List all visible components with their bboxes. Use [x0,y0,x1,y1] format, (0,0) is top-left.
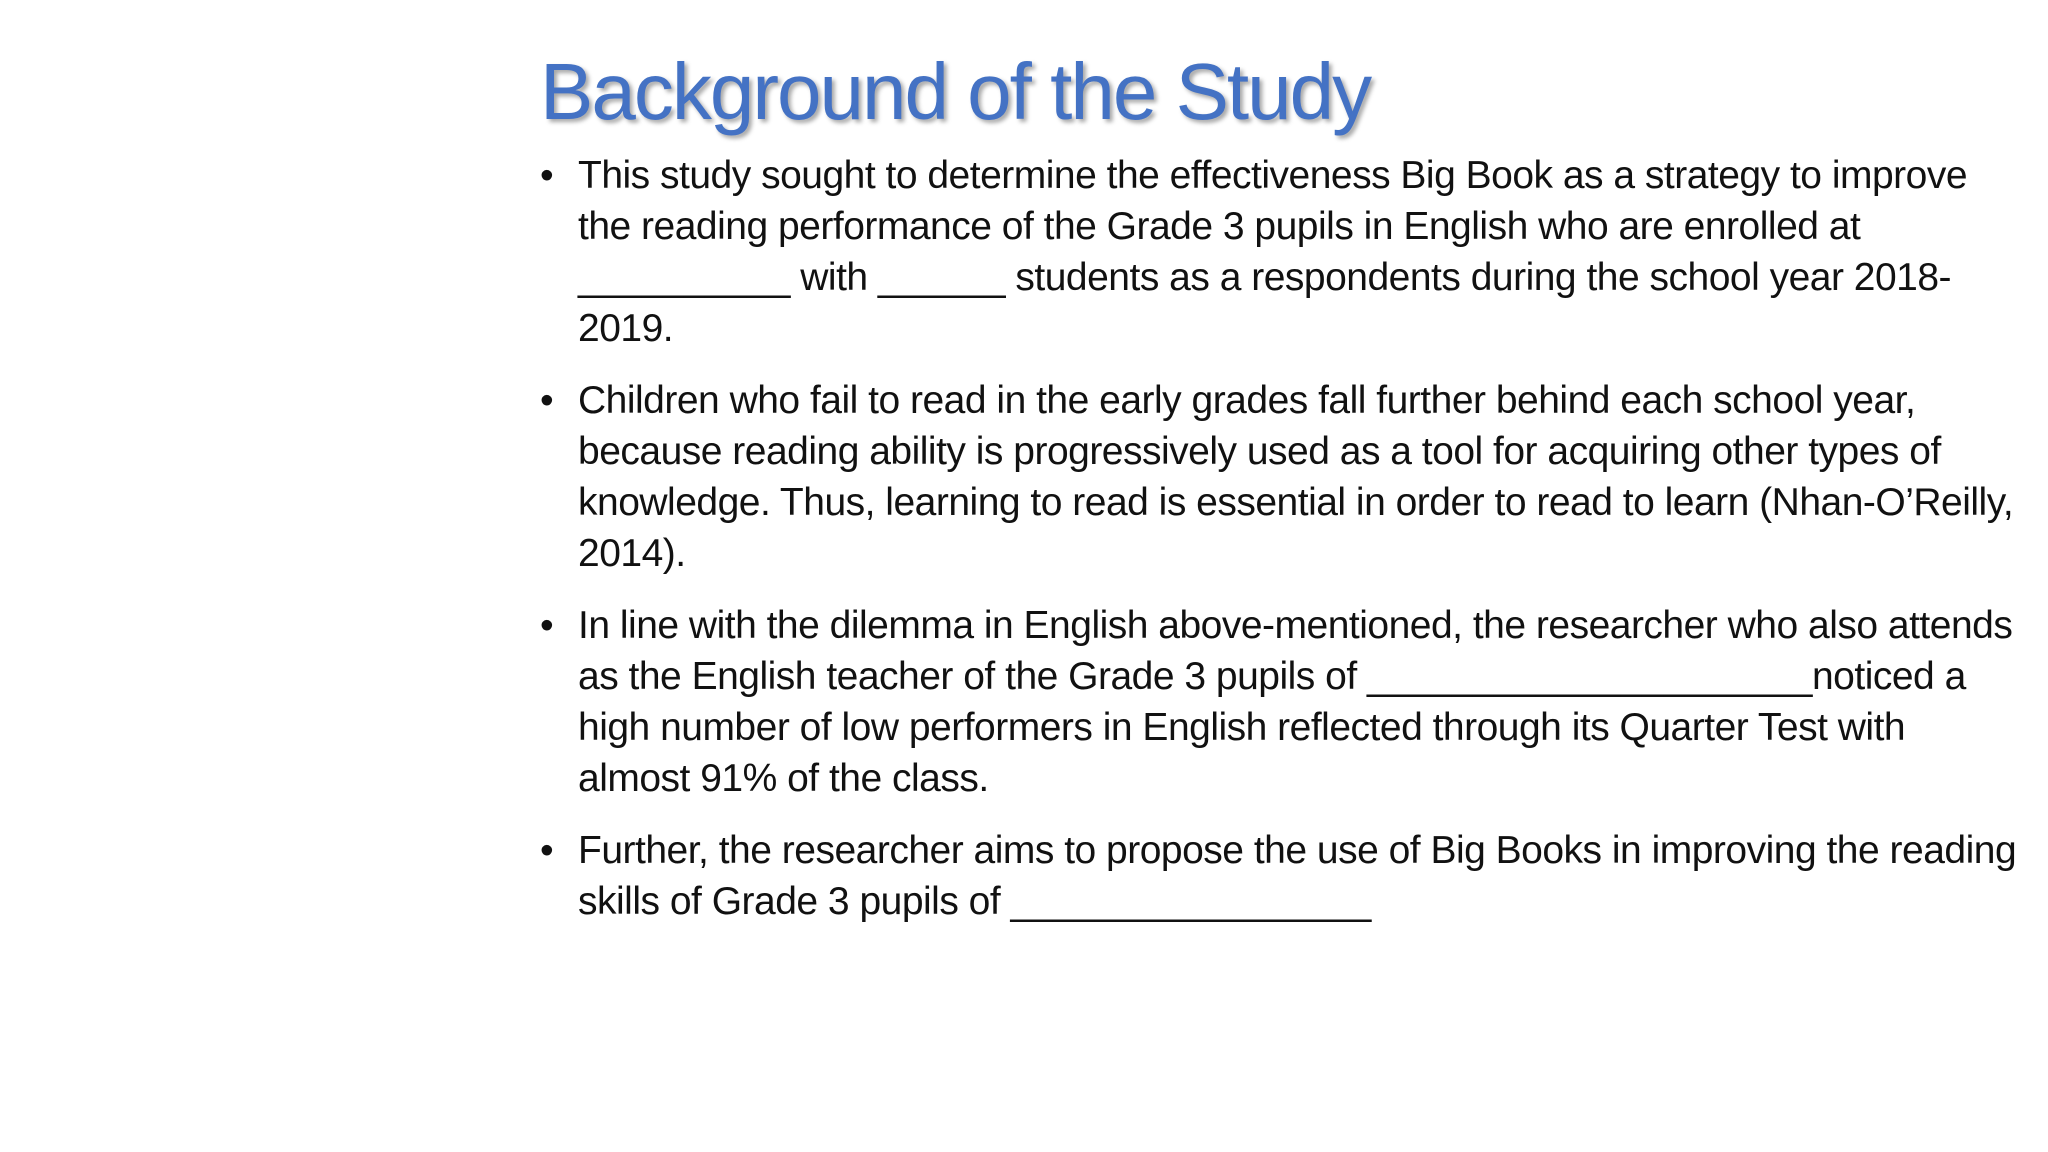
bullet-text: Further, the researcher aims to propose the use of Big Books in improving the reading skills of Grade 3 pupils of _________________ [578,829,2017,923]
bullet-dot-icon: • [540,379,554,422]
bullet-list [540,150,2020,948]
bullet-text: In line with the dilemma in English above-mentioned, the researcher who also attends as the English teacher of the Grade 3 pupils of _____________________noticed a high number of low performers in English reflected through its Quarter Test with almost 91% of the class. [578,604,2013,800]
bullet-dot-icon: • [540,604,554,647]
bullet-dot-icon: • [540,154,554,197]
bullet-item-study-purpose [540,150,2020,354]
bullet-item-proposal [540,825,2020,927]
bullet-text: Children who fail to read in the early grades fall further behind each school year, because reading ability is progressively used as a tool for acquiring other types of knowledge. Thus, learning to read is essential in order to read to learn (Nhan-O’Reilly, 2014). [578,379,2014,575]
bullet-item-reading-failure [540,375,2020,579]
bullet-text: This study sought to determine the effectiveness Big Book as a strategy to improve the reading performance of the Grade 3 pupils in English who are enrolled at __________ with ______ students as a respondents during the school year 2018-2019. [578,154,1968,350]
slide-title: Background of the Study [540,47,1371,136]
bullet-item-dilemma [540,600,2020,804]
bullet-dot-icon: • [540,829,554,872]
